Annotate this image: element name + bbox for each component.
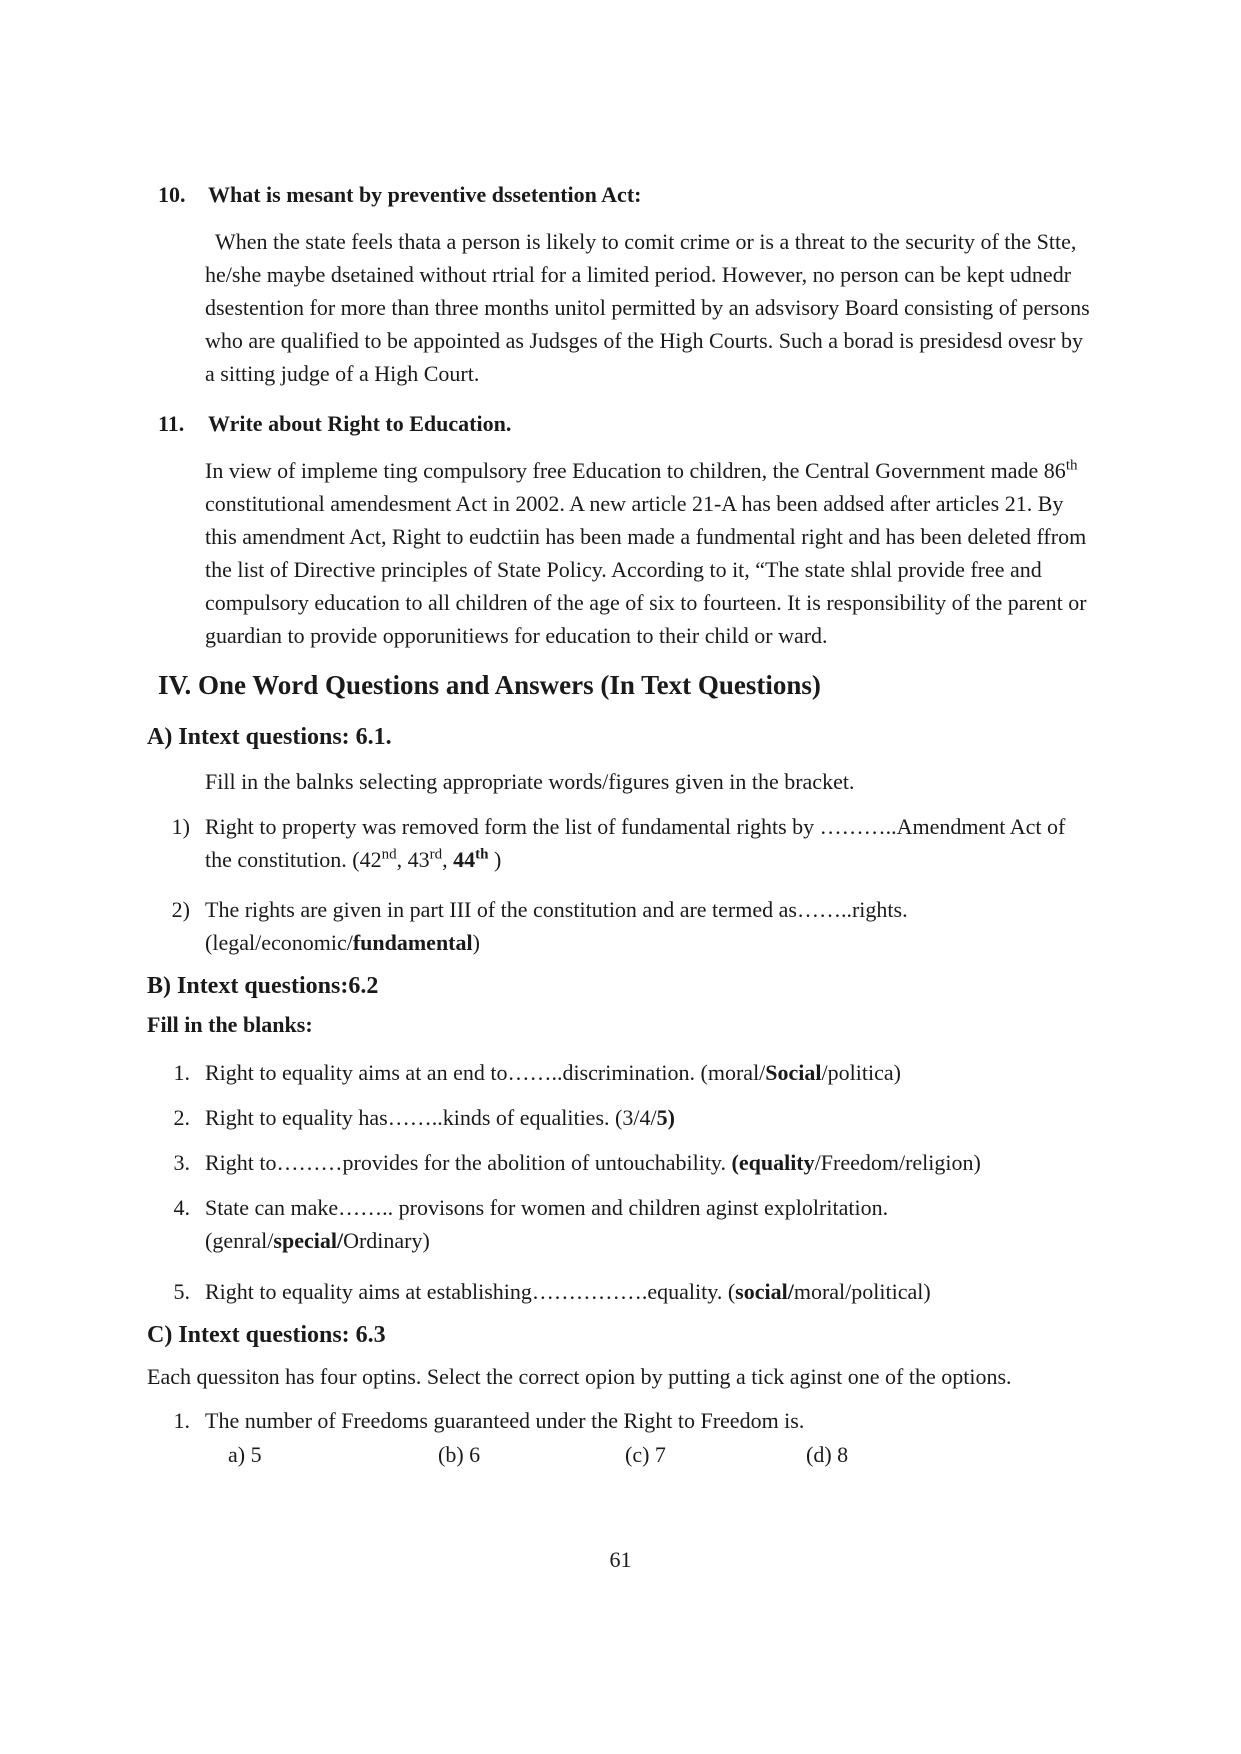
part-a-item-1	[150, 810, 1091, 880]
part-b-item-2-text	[205, 1101, 1091, 1134]
page-number: 61	[609, 1547, 632, 1572]
part-b-item-3	[150, 1146, 1091, 1179]
part-b-item-4-b: special/	[273, 1228, 344, 1253]
part-a-item-2-text	[205, 893, 1091, 959]
part-b-item-3-text	[205, 1146, 1091, 1179]
option-c: (c) 7	[625, 1442, 666, 1467]
part-b-item-4-number: 4.	[173, 1195, 190, 1220]
part-a-heading: A) Intext questions: 6.1.	[147, 724, 392, 750]
part-a-item-1-text-a: Right to property was removed form the list of fundamental rights by ………..Amendment Act of the constitution. (42	[205, 814, 1066, 872]
part-a-instruction: Fill in the balnks selecting appropriate words/figures given in the bracket.	[205, 769, 855, 794]
part-a-item-1-number: 1)	[171, 814, 190, 839]
part-b-item-1-a: Right to equality aims at an end to……..discrimination. (moral/	[205, 1060, 766, 1085]
part-b-item-2-a: Right to equality has……..kinds of equalities. (3/4/	[205, 1105, 657, 1130]
q10-number: 10.	[158, 182, 186, 207]
q11-heading-text: Write about Right to Education.	[208, 411, 512, 436]
part-b-item-5-b: social/	[735, 1279, 794, 1304]
part-b-item-5-number: 5.	[173, 1279, 190, 1304]
q11-answer-part-b: constitutional amendesment Act in 2002. A new article 21-A has been addsed after articles 21. By this amendment Act, Right to eudctiin has been made a fundmental right and has been deleted ffrom the list of Directive principles of State Policy. According to it, “The state shlal provide free and compulsory education to all children of the age of six to fourteen. It is responsibility of the parent or guardian to provide opporunitiews for education to their child or ward.	[205, 491, 1087, 648]
part-b-item-2	[150, 1101, 1091, 1134]
part-a-item-1-text	[205, 810, 1091, 876]
part-b-item-2-b: 5)	[656, 1105, 675, 1130]
part-b-item-3-number: 3.	[173, 1150, 190, 1175]
part-b-heading: B) Intext questions:6.2	[147, 973, 379, 999]
part-a-item-1-sup-3: th	[475, 846, 489, 863]
q11-number: 11.	[158, 411, 185, 436]
part-b-item-2-number: 2.	[173, 1105, 190, 1130]
part-b-item-1-number: 1.	[173, 1060, 190, 1085]
part-a-item-2-number: 2)	[171, 897, 190, 922]
option-d: (d) 8	[806, 1442, 849, 1467]
part-a-item-1-sup-1: nd	[381, 846, 397, 863]
part-b-item-3-c: /Freedom/religion)	[814, 1150, 981, 1175]
part-a-item-1-text-c: ,	[442, 847, 454, 872]
part-a-item-1-bold: 44	[453, 847, 476, 872]
part-a-item-1-text-d: )	[488, 847, 502, 872]
part-a-item-1-text-b: , 43	[396, 847, 430, 872]
part-b-item-5-a: Right to equality aims at establishing…………….equality. (	[205, 1279, 736, 1304]
part-a-item-2-text-a: The rights are given in part III of the constitution and are termed as……..rights. (legal/economic/	[205, 897, 908, 955]
part-c-question-1-text: The number of Freedoms guaranteed under the Right to Freedom is.	[205, 1408, 805, 1433]
part-a-item-2-bold: fundamental	[352, 930, 473, 955]
part-b-item-1	[150, 1056, 1091, 1089]
part-c-heading: C) Intext questions: 6.3	[147, 1322, 386, 1348]
part-b-item-1-text	[205, 1056, 1091, 1089]
part-b-item-1-c: /politica)	[821, 1060, 901, 1085]
part-b-item-5-text	[205, 1275, 1091, 1308]
part-a-item-2	[150, 893, 1091, 963]
part-b-item-4-text	[205, 1191, 905, 1257]
part-b-subheading: Fill in the blanks:	[147, 1012, 313, 1037]
part-b-item-1-b: Social	[765, 1060, 822, 1085]
part-b-item-3-b: (equality	[731, 1150, 815, 1175]
part-b-item-4-a: State can make…….. provisons for women and children aginst explolritation. (genral/	[205, 1195, 889, 1253]
part-a-item-2-text-b: )	[472, 930, 480, 955]
part-c-question-1-number: 1.	[173, 1408, 190, 1433]
q10-heading-text: What is mesant by preventive dssetention Act:	[208, 182, 642, 207]
part-b-item-5	[150, 1275, 1091, 1308]
part-b-item-3-a: Right to………provides for the abolition of untouchability.	[205, 1150, 732, 1175]
part-b-item-5-c: moral/political)	[793, 1279, 931, 1304]
section-iv-title: IV. One Word Questions and Answers (In Text Questions)	[158, 670, 821, 700]
part-c-instruction: Each quessiton has four optins. Select the correct opion by putting a tick aginst one of the options.	[147, 1364, 1012, 1389]
q10-answer: When the state feels thata a person is likely to comit crime or is a threat to the security of the Stte, he/she maybe dsetained without rtrial for a limited period. However, no person can be kept udnedr dsestention for more than three months unitol permitted by an adsvisory Board consisting of persons who are qualified to be appointed as Judsges of the High Courts. Such a borad is presidesd ovesr by a sitting judge of a High Court.	[205, 229, 1090, 386]
q11-answer	[205, 454, 1091, 652]
q11-answer-sup: th	[1065, 457, 1078, 474]
part-c-question-1	[150, 1404, 1091, 1437]
part-b-item-4	[150, 1191, 1091, 1261]
option-b: (b) 6	[438, 1442, 481, 1467]
part-a-item-1-sup-2: rd	[429, 846, 443, 863]
q10-heading	[158, 180, 641, 210]
q11-heading	[158, 409, 511, 439]
part-b-item-4-c: Ordinary)	[343, 1228, 430, 1253]
q11-answer-part-a: In view of impleme ting compulsory free Education to children, the Central Government made 86	[205, 458, 1066, 483]
option-a: a) 5	[228, 1442, 262, 1467]
